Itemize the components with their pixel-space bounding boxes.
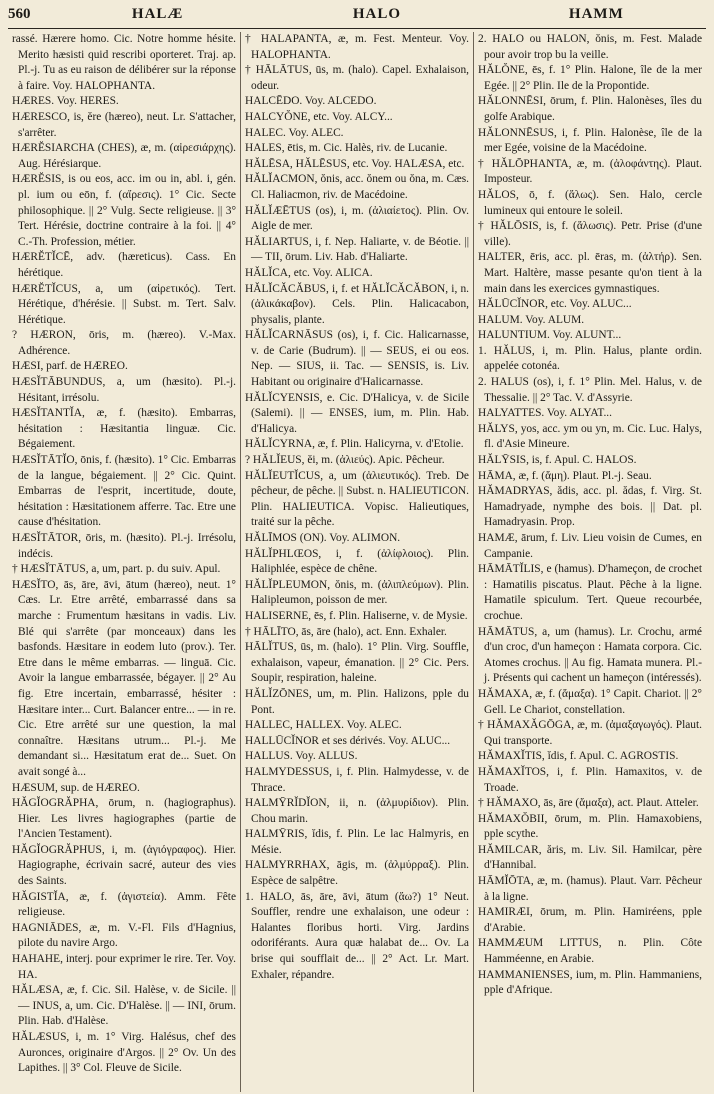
dictionary-entry: HÆRĔSIARCHA (CHES), æ, m. (αἱρεσιάρχης). Aug. Hérésiarque. — [12, 142, 236, 170]
dictionary-entry: HĂLIARTUS, i, f. Nep. Haliarte, v. de Béotie. || — TII, ōrum. Liv. Hab. d'Haliarte. — [245, 235, 469, 264]
dictionary-entry: 1. HĂLUS, i, m. Plin. Halus, plante ordin. appelée cotonéa. — [478, 344, 702, 373]
dictionary-entry: † HĂMAXO, ās, āre (ἅμαξα), act. Plaut. Atteler. — [478, 797, 699, 810]
running-head-left: HALÆ — [131, 6, 184, 22]
dictionary-entry: HALLEC, HALLEX. Voy. ALEC. — [245, 719, 402, 732]
dictionary-entry: † HĀLĪTO, ās, āre (halo), act. Enn. Exhaler. — [245, 625, 447, 638]
dictionary-entry: HALUM. Voy. ALUM. — [478, 313, 585, 326]
dictionary-entry: HÆSĬTO, ās, āre, āvi, ātum (hæreo), neut. 1° Cæs. Lr. Etre arrêté, embarrassé dans sa marche : Frumentum hæsitans in vadis. Liv. Blé qui s'arrête (par monceaux) dans les basfonds. Hæsitare in eodem luto (prov.). Ter. Etre dans le même embarras. — linguā. Cic. Avoir la langue embarrassée, bégayer. || 2° Au fig. Etre incertain, embarrassé, hésiter : Hæsitare inter... Curt. Balancer entre... — in re. Cic. Etre arrêté sur une question, la mal connaître. Hæsitans utrum... Pl.-j. Me demandant si... Hæsitatum erat de... Suet. On avait songé à... — [12, 578, 236, 778]
dictionary-entry: HÆSĬTĀTOR, ōris, m. (hæsito). Pl.-j. Irrésolu, indécis. — [12, 532, 236, 560]
dictionary-entry: HĀMA, æ, f. (ἅμη). Plaut. Pl.-j. Seau. — [478, 469, 652, 482]
dictionary-entry: HĂMAXĬTOS, i, f. Plin. Hamaxitos, v. de Troade. — [478, 765, 702, 794]
dictionary-entry: 2. HALUS (os), i, f. 1° Plin. Mel. Halus, v. de Thessalie. || 2° Tac. V. d'Assyrie. — [478, 376, 702, 404]
dictionary-entry: HĂLÆSA, æ, f. Cic. Sil. Halèse, v. de Sicile. || — INUS, a, um. Cic. D'Halèse. || — INI, ōrum. Plin. Hab. d'Halèse. — [12, 984, 236, 1028]
dictionary-entry: HÆSĬTĀBUNDUS, a, um (hæsito). Pl.-j. Hésitant, irrésolu. — [12, 376, 236, 404]
dictionary-entry: HAGNIĀDES, æ, m. V.-Fl. Fils d'Hagnius, pilote du navire Argo. — [12, 921, 236, 950]
column-3 — [473, 32, 706, 1092]
dictionary-entry: HĂLĬACMON, ŏnis, acc. ŏnem ou ŏna, m. Cæs. Cl. Haliacmon, riv. de Macédoine. — [245, 173, 469, 201]
dictionary-entry: HĂMAXĬTIS, ĭdis, f. Apul. C. AGROSTIS. — [478, 750, 679, 763]
dictionary-entry: HĂMAXŎBII, ōrum, m. Plin. Hamaxobiens, pple scythe. — [478, 812, 702, 841]
columns — [8, 32, 706, 1092]
dictionary-entry: HAHAHE, interj. pour exprimer le rire. Ter. Voy. HA. — [12, 953, 236, 981]
dictionary-entry: HĀLĬTUS, ūs, m. (halo). 1° Plin. Virg. Souffle, exhalaison, vapeur, émanation. || 2° Cic. Pers. Soupir, respiration, haleine. — [245, 641, 469, 685]
dictionary-entry: HĂGĬOGRĂPHA, ōrum, n. (hagiographus). Hier. Les livres hagiographes (partie de l'Ancien Testament). — [12, 797, 236, 841]
dictionary-entry: HÆSI, parf. de HÆREO. — [12, 360, 128, 373]
dictionary-entry: HÆRĔTĬCĒ, adv. (hæreticus). Cass. En hérétique. — [12, 251, 236, 279]
dictionary-entry: HĂMILCAR, ăris, m. Liv. Sil. Hamilcar, père d'Hannibal. — [478, 843, 702, 872]
dictionary-entry: † HÆSĬTĀTUS, a, um, part. p. du suiv. Apul. — [12, 563, 221, 576]
dictionary-entry: HĂLŪCĬNOR, etc. Voy. ALUC... — [478, 298, 632, 311]
dictionary-entry: HÆSĬTĀTĬO, ōnis, f. (hæsito). 1° Cic. Embarras de la langue, bégaiement. || 2° Cic. Quint. Embarras de l'esprit, incertitude, doute, hésitation : Hæsitationem afferre. Tac. Etre une cause d'hésitation. — [12, 454, 236, 529]
dictionary-entry: † HĂLŌPHANTA, æ, m. (ἁλοφάντης). Plaut. Imposteur. — [478, 157, 702, 186]
running-head-right: HAMM — [568, 6, 624, 22]
dictionary-entry: HĂGĬOGRĂPHUS, i, m. (ἁγιόγραφος). Hier. Hagiographe, écrivain sacré, auteur des vies des Saints. — [12, 843, 236, 888]
dictionary-entry: HĂGISTĬA, æ, f. (ἁγιστεία). Amm. Fête religieuse. — [12, 890, 236, 919]
dictionary-entry: HĂLOS, ō, f. (ἅλως). Sen. Halo, cercle lumineux qui entoure le soleil. — [478, 188, 702, 217]
dictionary-entry: HĂLYS, yos, acc. ym ou yn, m. Cic. Luc. Halys, fl. d'Asie Mineure. — [478, 422, 702, 451]
dictionary-entry: ? HĂLĬEUS, ĕi, m. (ἁλιεύς). Apic. Pêcheur. — [245, 454, 445, 467]
page-header — [8, 6, 706, 29]
dictionary-entry: HALES, ētis, m. Cic. Halès, riv. de Lucanie. — [245, 142, 448, 155]
dictionary-entry: HAMIRÆI, ōrum, m. Plin. Hamiréens, pple d'Arabie. — [478, 906, 702, 934]
dictionary-entry: HĀMĀTĬLIS, e (hamus). D'hameçon, de crochet : Hamatilis piscatus. Plaut. Pêche à la ligne. Hamatile spiculum. Tert. Queue recourbée, crochue. — [478, 563, 702, 622]
dictionary-entry: ? HÆRON, ōris, m. (hæreo). V.-Max. Adhérence. — [12, 329, 236, 357]
dictionary-entry: † HĂMAXĂGŌGA, æ, m. (ἁμαξαγωγός). Plaut. Qui transporte. — [478, 719, 702, 747]
dictionary-entry: HĂLŎNE, ēs, f. 1° Plin. Halone, île de la mer Egée. || 2° Plin. Ile de la Propontide. — [478, 64, 702, 92]
dictionary-entry: HALYATTES. Voy. ALYAT... — [478, 407, 612, 420]
dictionary-entry: HÆSĬTANTĬA, æ, f. (hæsito). Embarras, hésitation : Hæsitantia linguæ. Cic. Bégaiement. — [12, 407, 236, 451]
dictionary-entry: HĀMĀTUS, a, um (hamus). Lr. Crochu, armé d'un croc, d'un hameçon : Hamata corpora. Cic. Atomes crochus. || Au fig. Hamata munera. Pl.-j. Présents qui cachent un hameçon (intéressés). — [478, 625, 702, 685]
column-1 — [8, 32, 240, 1092]
dictionary-entry: rassé. Hærere homo. Cic. Notre homme hésite. Merito hæsisti quid rescribi oporteret. Traj. ap. Pl.-j. Tu as eu raison de délibérer sur la réponse à faire. Voy. HALOPHANTA. — [12, 33, 236, 92]
dictionary-entry: HALTER, ēris, acc. pl. ēras, m. (ἁλτήρ). Sen. Mart. Haltère, masse pesante qu'on tient à la main dans les exercices gymnastiques. — [478, 251, 702, 295]
dictionary-entry: HÆRESCO, is, ĕre (hæreo), neut. Lr. S'attacher, s'arrêter. — [12, 110, 236, 139]
dictionary-entry: HĂLĬCYENSIS, e. Cic. D'Halicya, v. de Sicile (Salemi). || — ENSES, ium, m. Plin. Hab. d'Halicya. — [245, 391, 469, 435]
dictionary-entry: 2. HALO ou HALON, ŏnis, m. Fest. Malade pour avoir trop bu la veille. — [478, 33, 702, 61]
dictionary-entry: HÆRES. Voy. HERES. — [12, 95, 119, 108]
running-head-center: HALO — [352, 6, 402, 22]
dictionary-entry: HALCYŎNE, etc. Voy. ALCY... — [245, 110, 393, 123]
dictionary-entry: HĂLȲSIS, is, f. Apul. C. HALOS. — [478, 454, 637, 467]
page-number: 560 — [8, 6, 31, 22]
dictionary-entry: † HĂLŌSIS, is, f. (ἅλωσις). Petr. Prise (d'une ville). — [478, 220, 702, 248]
dictionary-entry: HĂMADRYAS, ădis, acc. pl. ădas, f. Virg. St. Hamadryade, nymphe des bois. || Dat. pl. Hamadryasin. Prop. — [478, 485, 702, 529]
dictionary-entry: HALMYDESSUS, i, f. Plin. Halmydesse, v. de Thrace. — [245, 765, 469, 794]
dictionary-entry: † HALAPANTA, æ, m. Fest. Menteur. Voy. HALOPHANTA. — [245, 33, 469, 61]
dictionary-entry: HĂLONNĒSI, ōrum, f. Plin. Halonèses, îles du golfe Arabique. — [478, 95, 702, 123]
dictionary-entry: HÆRĔSIS, is ou eos, acc. im ou in, abl. i, gén. pl. ium ou eōn, f. (αἵρεσις). 1° Cic. Secte philosophique. || 2° Vulg. Secte religieuse. || 3° Tert. Hérésie, doctrine contraire à la foi. || 4° C.-Th. Profession, métier. — [12, 173, 236, 248]
dictionary-entry: HALEC. Voy. ALEC. — [245, 126, 344, 139]
dictionary-entry: HĂLĬCYRNA, æ, f. Plin. Halicyrna, v. d'Etolie. — [245, 438, 464, 451]
dictionary-entry: HĂLĬCARNĀSUS (os), i, f. Cic. Halicarnasse, v. de Carie (Budrum). || — SEUS, ei ou eos. Nep. — SIUS, ii. Tac. — SENSIS, is. Liv. Habitant ou originaire d'Halicarnasse. — [245, 329, 469, 389]
dictionary-entry: HĂLĬZŌNES, um, m. Plin. Halizons, pple du Pont. — [245, 687, 469, 716]
dictionary-entry: † HĀLĀTUS, ūs, m. (halo). Capel. Exhalaison, odeur. — [245, 64, 469, 92]
dictionary-entry: HĂLĬEUTĬCUS, a, um (ἁλιευτικός). Treb. De pêcheur, de pêche. || Subst. n. HALIEUTICON. Plin. HALIEUTICA. Vopisc. Halieutiques, traité sur la pêche. — [245, 469, 469, 529]
dictionary-entry: HALMȲRĬDĬON, ii, n. (ἁλμυρίδιον). Plin. Chou marin. — [245, 797, 469, 825]
dictionary-entry: HĂLĒSA, HĂLĒSUS, etc. Voy. HALÆSA, etc. — [245, 157, 465, 170]
dictionary-entry: HĂLĬPHLŒOS, i, f. (ἁλίφλοιος). Plin. Haliphlée, espèce de chêne. — [245, 547, 469, 576]
dictionary-entry: HĂLĬPLEUMON, ŏnis, m. (ἁλιπλεύμων). Plin. Halipleumon, poisson de mer. — [245, 578, 469, 607]
dictionary-entry: HĂLÆSUS, i, m. 1° Virg. Halésus, chef des Auronces, originaire d'Argos. || 2° Ov. Un des Lapithes. || 3° Col. Fleuve de Sicile. — [12, 1031, 236, 1075]
dictionary-entry: HALUNTIUM. Voy. ALUNT... — [478, 329, 622, 342]
dictionary-entry: HĂMAXA, æ, f. (ἅμαξα). 1° Capit. Chariot. || 2° Gell. Le Chariot, constellation. — [478, 687, 702, 716]
dictionary-entry: HAMÆ, ārum, f. Liv. Lieu voisin de Cumes, en Campanie. — [478, 532, 702, 560]
dictionary-entry: HALLUS. Voy. ALLUS. — [245, 750, 358, 763]
column-2 — [240, 32, 473, 1092]
dictionary-entry: HĂLĬCĂCĂBUS, i, f. et HĂLĬCĂCĂBON, i, n. (ἁλικάκαβον). Cels. Plin. Halicacabon, physalis, plante. — [245, 282, 469, 326]
dictionary-entry: 1. HALO, ās, āre, āvi, ātum (ἄω?) 1° Neut. Souffler, rendre une exhalaison, une odeur : Halantes floribus horti. Virg. Jardins odoriférants. Aura quæ halabat de... Ov. La brise qui soufflait de... || 2° Act. Lr. Mart. Exhaler, répandre. — [245, 890, 469, 981]
dictionary-entry: HAMMÆUM LITTUS, n. Plin. Côte Hamméenne, en Arabie. — [478, 937, 702, 966]
dictionary-entry: HĀMĬŌTA, æ, m. (hamus). Plaut. Varr. Pêcheur à la ligne. — [478, 875, 702, 903]
dictionary-entry: HALMȲRIS, ĭdis, f. Plin. Le lac Halmyris, en Mésie. — [245, 828, 469, 856]
dictionary-entry: HAMMANIENSES, ium, m. Plin. Hammaniens, pple d'Afrique. — [478, 968, 702, 997]
dictionary-entry: HĂLĬÆĒTUS (os), i, m. (ἁλιαίετος). Plin. Ov. Aigle de mer. — [245, 204, 469, 233]
dictionary-entry: HĂLĬCA, etc. Voy. ALICA. — [245, 266, 373, 279]
dictionary-entry: HALISERNE, ēs, f. Plin. Haliserne, v. de Mysie. — [245, 609, 468, 622]
dictionary-entry: HĂLONNĒSUS, i, f. Plin. Halonèse, île de la mer Egée, voisine de la Macédoine. — [478, 126, 702, 155]
dictionary-entry: HALMYRRHAX, āgis, m. (ἁλμύρραξ). Plin. Espèce de salpêtre. — [245, 859, 469, 888]
dictionary-entry: HÆRĔTĬCUS, a, um (αἱρετικός). Tert. Hérétique, d'hérésie. || Subst. m. Tert. Salv. Hérétique. — [12, 282, 236, 326]
dictionary-entry: HALLŪCĬNOR et ses dérivés. Voy. ALUC... — [245, 734, 451, 747]
dictionary-entry: HALCĒDO. Voy. ALCEDO. — [245, 95, 377, 108]
dictionary-entry: HÆSUM, sup. de HÆREO. — [12, 781, 140, 794]
dictionary-entry: HĂLĪMOS (ON). Voy. ALIMON. — [245, 532, 401, 544]
